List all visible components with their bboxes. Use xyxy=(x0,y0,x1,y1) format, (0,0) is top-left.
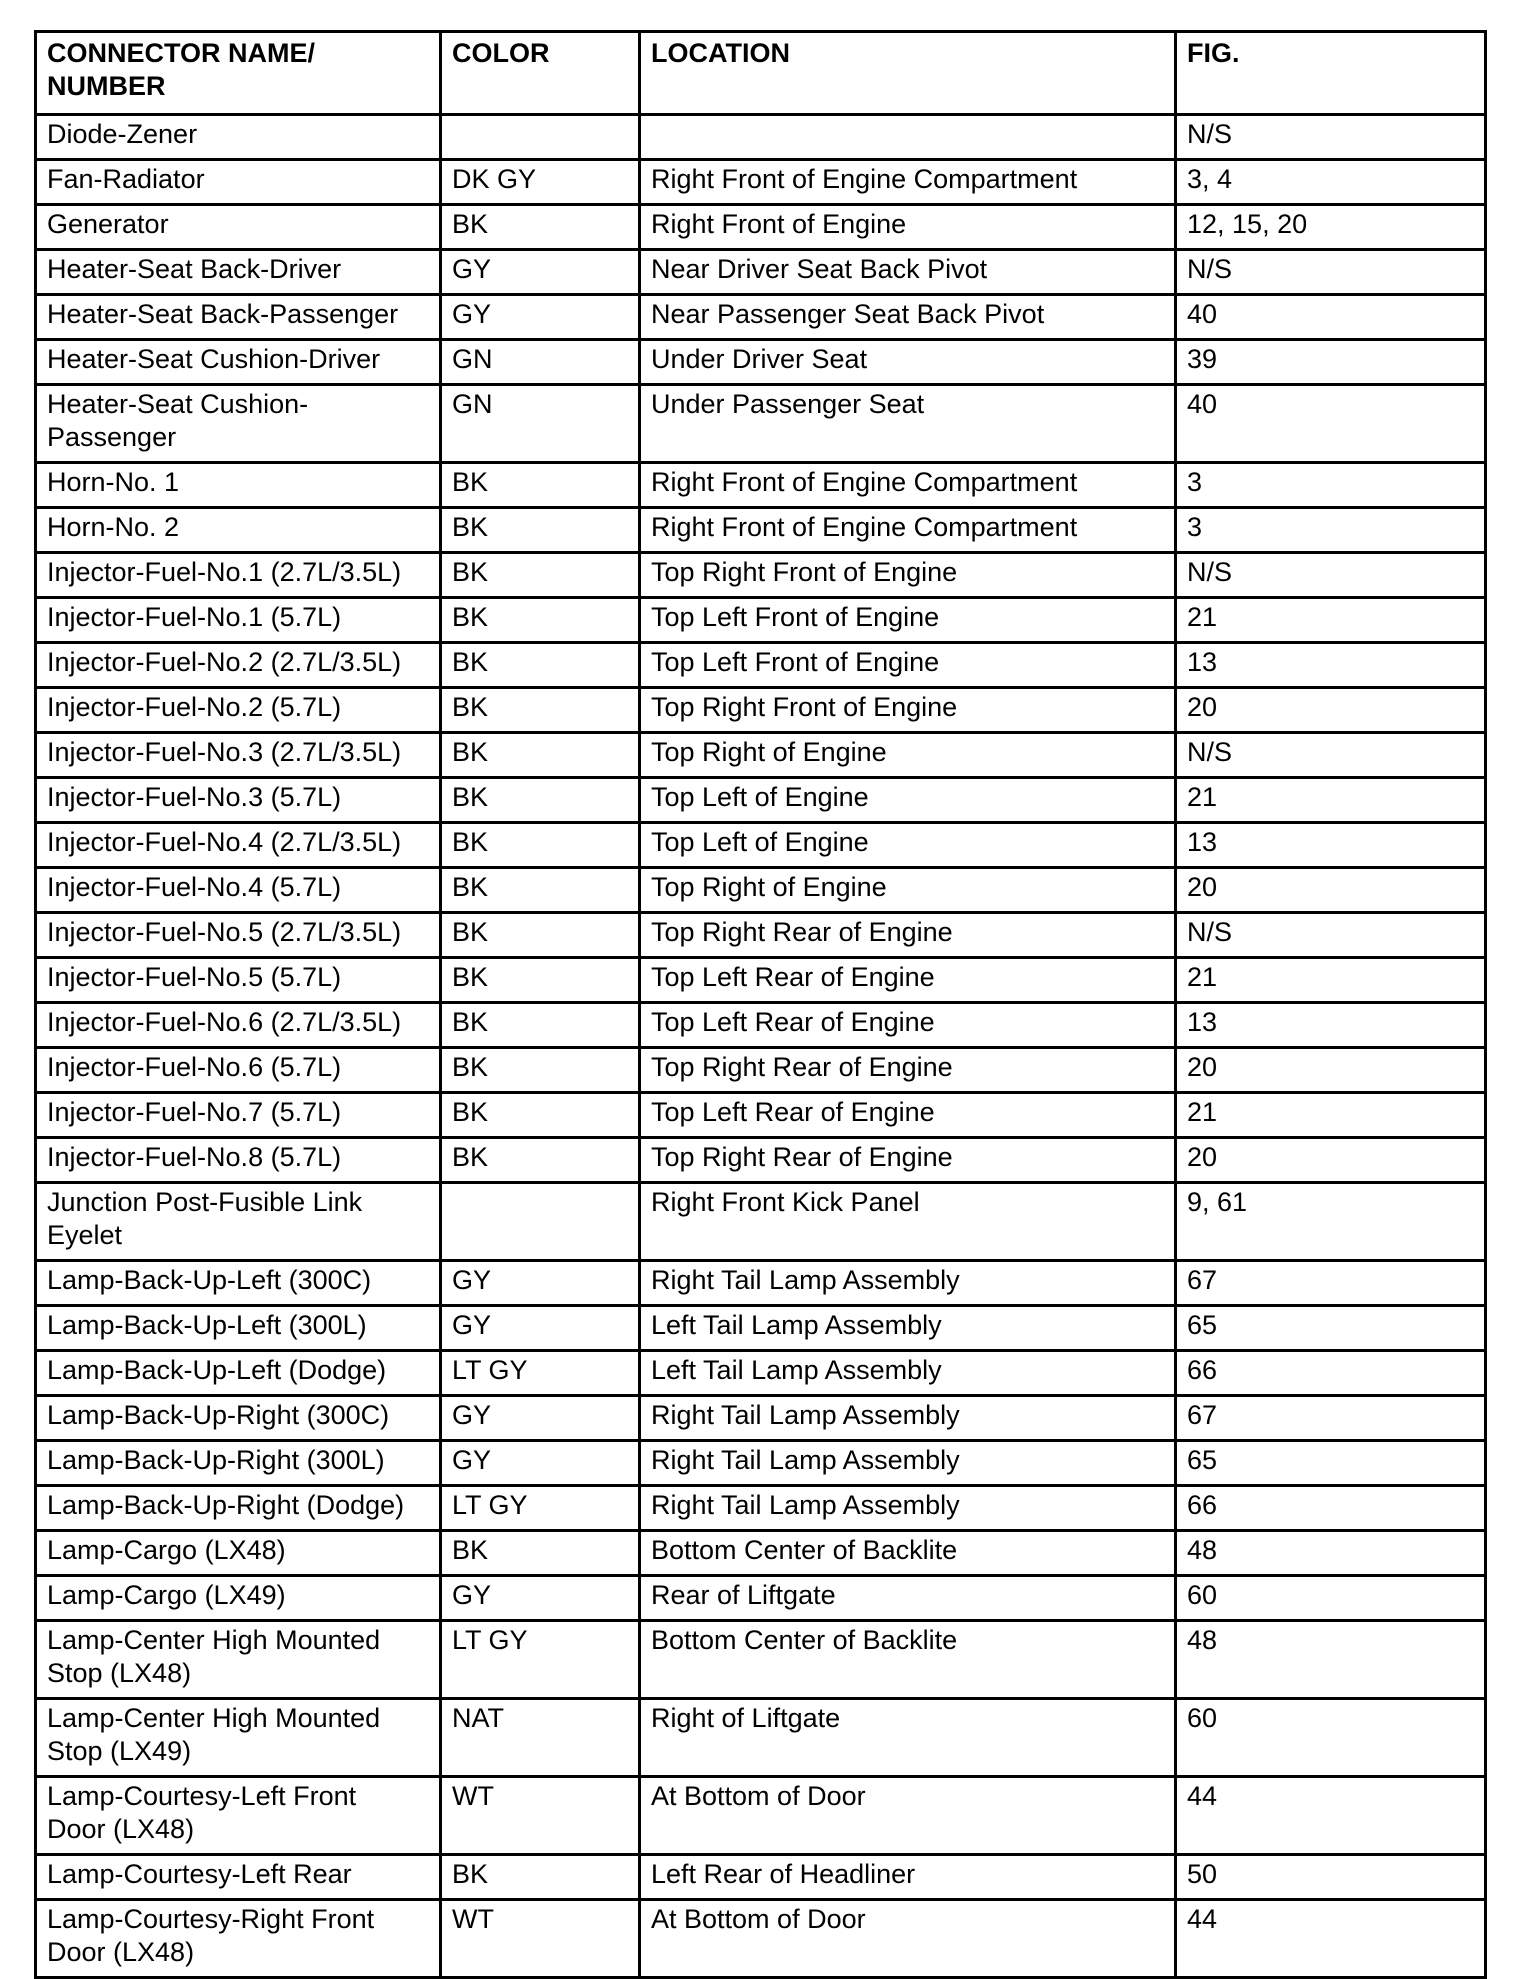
cell-location: Right Tail Lamp Assembly xyxy=(640,1441,1176,1486)
cell-location: Top Left Front of Engine xyxy=(640,643,1176,688)
table-row xyxy=(36,1183,1486,1261)
cell-color: BK xyxy=(441,868,640,913)
cell-connector-name: Injector-Fuel-No.3 (5.7L) xyxy=(36,778,441,823)
cell-connector-name: Injector-Fuel-No.6 (5.7L) xyxy=(36,1048,441,1093)
cell-connector-name: Lamp-Back-Up-Right (300L) xyxy=(36,1441,441,1486)
cell-color: BK xyxy=(441,958,640,1003)
table-row xyxy=(36,115,1486,160)
cell-fig: 3 xyxy=(1176,463,1486,508)
cell-location: Top Left Rear of Engine xyxy=(640,1003,1176,1048)
cell-connector-name: Lamp-Back-Up-Right (300C) xyxy=(36,1396,441,1441)
table-row xyxy=(36,205,1486,250)
table-row xyxy=(36,160,1486,205)
cell-fig: 3 xyxy=(1176,508,1486,553)
cell-color: BK xyxy=(441,1138,640,1183)
cell-fig: 66 xyxy=(1176,1351,1486,1396)
cell-fig: 44 xyxy=(1176,1777,1486,1855)
table-header xyxy=(36,32,1486,115)
table-row xyxy=(36,1138,1486,1183)
cell-location: Top Right Rear of Engine xyxy=(640,1138,1176,1183)
cell-color: GY xyxy=(441,1261,640,1306)
cell-fig: N/S xyxy=(1176,115,1486,160)
cell-fig: 20 xyxy=(1176,688,1486,733)
cell-location: At Bottom of Door xyxy=(640,1900,1176,1978)
cell-location: Top Right Rear of Engine xyxy=(640,1048,1176,1093)
table-row xyxy=(36,1396,1486,1441)
cell-color: DK GY xyxy=(441,160,640,205)
cell-fig: 48 xyxy=(1176,1531,1486,1576)
cell-connector-name: Injector-Fuel-No.1 (2.7L/3.5L) xyxy=(36,553,441,598)
cell-connector-name: Injector-Fuel-No.2 (5.7L) xyxy=(36,688,441,733)
cell-connector-name: Lamp-Center High Mounted Stop (LX49) xyxy=(36,1699,441,1777)
table-row xyxy=(36,1003,1486,1048)
cell-location: Top Right Rear of Engine xyxy=(640,913,1176,958)
cell-fig: 60 xyxy=(1176,1699,1486,1777)
cell-location: Top Left Rear of Engine xyxy=(640,1093,1176,1138)
cell-color: WT xyxy=(441,1900,640,1978)
cell-color: BK xyxy=(441,778,640,823)
cell-color: BK xyxy=(441,823,640,868)
cell-color: BK xyxy=(441,913,640,958)
cell-location: Right Tail Lamp Assembly xyxy=(640,1261,1176,1306)
cell-location: Top Left Rear of Engine xyxy=(640,958,1176,1003)
cell-location: Top Right of Engine xyxy=(640,868,1176,913)
table-row xyxy=(36,1855,1486,1900)
cell-color: LT GY xyxy=(441,1621,640,1699)
header-color: COLOR xyxy=(441,32,640,115)
table-row xyxy=(36,1621,1486,1699)
cell-location: At Bottom of Door xyxy=(640,1777,1176,1855)
table-row xyxy=(36,913,1486,958)
cell-location: Left Tail Lamp Assembly xyxy=(640,1306,1176,1351)
header-fig: FIG. xyxy=(1176,32,1486,115)
cell-location: Bottom Center of Backlite xyxy=(640,1621,1176,1699)
cell-connector-name: Generator xyxy=(36,205,441,250)
table-row xyxy=(36,1531,1486,1576)
cell-color: BK xyxy=(441,508,640,553)
table-row xyxy=(36,463,1486,508)
table-row xyxy=(36,643,1486,688)
cell-fig: 20 xyxy=(1176,1138,1486,1183)
table-row xyxy=(36,1351,1486,1396)
cell-connector-name: Heater-Seat Back-Passenger xyxy=(36,295,441,340)
cell-color: GY xyxy=(441,295,640,340)
cell-color: GY xyxy=(441,1306,640,1351)
cell-location: Right Front Kick Panel xyxy=(640,1183,1176,1261)
cell-connector-name: Injector-Fuel-No.5 (2.7L/3.5L) xyxy=(36,913,441,958)
cell-connector-name: Lamp-Cargo (LX49) xyxy=(36,1576,441,1621)
cell-fig: 13 xyxy=(1176,643,1486,688)
table-row xyxy=(36,1900,1486,1978)
cell-fig: N/S xyxy=(1176,553,1486,598)
cell-connector-name: Injector-Fuel-No.1 (5.7L) xyxy=(36,598,441,643)
cell-location: Top Right of Engine xyxy=(640,733,1176,778)
cell-connector-name: Injector-Fuel-No.3 (2.7L/3.5L) xyxy=(36,733,441,778)
cell-location: Near Passenger Seat Back Pivot xyxy=(640,295,1176,340)
cell-location: Right Front of Engine Compartment xyxy=(640,508,1176,553)
cell-color: BK xyxy=(441,598,640,643)
cell-location: Top Right Front of Engine xyxy=(640,688,1176,733)
header-location: LOCATION xyxy=(640,32,1176,115)
cell-fig: 65 xyxy=(1176,1441,1486,1486)
cell-fig: 48 xyxy=(1176,1621,1486,1699)
cell-color: BK xyxy=(441,463,640,508)
table-row xyxy=(36,1048,1486,1093)
cell-fig: N/S xyxy=(1176,250,1486,295)
cell-color: BK xyxy=(441,1003,640,1048)
cell-location: Left Tail Lamp Assembly xyxy=(640,1351,1176,1396)
cell-fig: 21 xyxy=(1176,598,1486,643)
cell-connector-name: Lamp-Back-Up-Right (Dodge) xyxy=(36,1486,441,1531)
cell-connector-name: Injector-Fuel-No.5 (5.7L) xyxy=(36,958,441,1003)
table-row xyxy=(36,958,1486,1003)
cell-fig: 66 xyxy=(1176,1486,1486,1531)
table-row xyxy=(36,1576,1486,1621)
cell-color: BK xyxy=(441,643,640,688)
cell-fig: N/S xyxy=(1176,733,1486,778)
cell-fig: 9, 61 xyxy=(1176,1183,1486,1261)
table-row xyxy=(36,868,1486,913)
cell-fig: 40 xyxy=(1176,295,1486,340)
cell-location: Right Front of Engine Compartment xyxy=(640,463,1176,508)
cell-location: Bottom Center of Backlite xyxy=(640,1531,1176,1576)
table-row xyxy=(36,598,1486,643)
cell-connector-name: Horn-No. 2 xyxy=(36,508,441,553)
cell-connector-name: Injector-Fuel-No.2 (2.7L/3.5L) xyxy=(36,643,441,688)
table-row xyxy=(36,1777,1486,1855)
cell-connector-name: Heater-Seat Cushion- Passenger xyxy=(36,385,441,463)
cell-fig: 65 xyxy=(1176,1306,1486,1351)
cell-connector-name: Injector-Fuel-No.4 (5.7L) xyxy=(36,868,441,913)
table-row xyxy=(36,1486,1486,1531)
cell-location: Near Driver Seat Back Pivot xyxy=(640,250,1176,295)
cell-connector-name: Horn-No. 1 xyxy=(36,463,441,508)
cell-location xyxy=(640,115,1176,160)
cell-color: NAT xyxy=(441,1699,640,1777)
cell-fig: 67 xyxy=(1176,1396,1486,1441)
cell-color: BK xyxy=(441,733,640,778)
cell-location: Right Tail Lamp Assembly xyxy=(640,1396,1176,1441)
cell-location: Top Left of Engine xyxy=(640,778,1176,823)
cell-fig: 20 xyxy=(1176,1048,1486,1093)
cell-color: GY xyxy=(441,1576,640,1621)
cell-connector-name: Junction Post-Fusible Link Eyelet xyxy=(36,1183,441,1261)
table-body xyxy=(36,115,1486,1978)
cell-fig: 50 xyxy=(1176,1855,1486,1900)
cell-connector-name: Heater-Seat Cushion-Driver xyxy=(36,340,441,385)
cell-fig: 44 xyxy=(1176,1900,1486,1978)
cell-color: BK xyxy=(441,1093,640,1138)
cell-fig: 21 xyxy=(1176,1093,1486,1138)
cell-location: Right of Liftgate xyxy=(640,1699,1176,1777)
cell-fig: 21 xyxy=(1176,958,1486,1003)
table-row xyxy=(36,1093,1486,1138)
cell-color xyxy=(441,1183,640,1261)
table-row xyxy=(36,1261,1486,1306)
cell-connector-name: Fan-Radiator xyxy=(36,160,441,205)
cell-location: Top Right Front of Engine xyxy=(640,553,1176,598)
cell-location: Right Front of Engine Compartment xyxy=(640,160,1176,205)
cell-fig: 20 xyxy=(1176,868,1486,913)
cell-connector-name: Lamp-Back-Up-Left (Dodge) xyxy=(36,1351,441,1396)
table-row xyxy=(36,508,1486,553)
cell-connector-name: Heater-Seat Back-Driver xyxy=(36,250,441,295)
cell-location: Rear of Liftgate xyxy=(640,1576,1176,1621)
cell-location: Top Left of Engine xyxy=(640,823,1176,868)
cell-connector-name: Lamp-Cargo (LX48) xyxy=(36,1531,441,1576)
cell-fig: 3, 4 xyxy=(1176,160,1486,205)
table-row xyxy=(36,295,1486,340)
cell-connector-name: Lamp-Center High Mounted Stop (LX48) xyxy=(36,1621,441,1699)
cell-color xyxy=(441,115,640,160)
cell-fig: 12, 15, 20 xyxy=(1176,205,1486,250)
cell-connector-name: Lamp-Back-Up-Left (300C) xyxy=(36,1261,441,1306)
cell-fig: 21 xyxy=(1176,778,1486,823)
header-connector-name: CONNECTOR NAME/ NUMBER xyxy=(36,32,441,115)
cell-location: Right Tail Lamp Assembly xyxy=(640,1486,1176,1531)
cell-fig: 40 xyxy=(1176,385,1486,463)
cell-connector-name: Lamp-Courtesy-Right Front Door (LX48) xyxy=(36,1900,441,1978)
cell-location: Under Passenger Seat xyxy=(640,385,1176,463)
cell-fig: 13 xyxy=(1176,1003,1486,1048)
cell-connector-name: Injector-Fuel-No.4 (2.7L/3.5L) xyxy=(36,823,441,868)
table-row xyxy=(36,385,1486,463)
cell-connector-name: Lamp-Courtesy-Left Rear xyxy=(36,1855,441,1900)
cell-fig: 13 xyxy=(1176,823,1486,868)
cell-color: BK xyxy=(441,553,640,598)
table-row xyxy=(36,1306,1486,1351)
cell-connector-name: Injector-Fuel-No.7 (5.7L) xyxy=(36,1093,441,1138)
cell-connector-name: Lamp-Back-Up-Left (300L) xyxy=(36,1306,441,1351)
cell-fig: 60 xyxy=(1176,1576,1486,1621)
cell-color: WT xyxy=(441,1777,640,1855)
cell-connector-name: Injector-Fuel-No.6 (2.7L/3.5L) xyxy=(36,1003,441,1048)
cell-color: GN xyxy=(441,340,640,385)
cell-color: GY xyxy=(441,250,640,295)
cell-color: GY xyxy=(441,1441,640,1486)
cell-fig: 39 xyxy=(1176,340,1486,385)
cell-location: Top Left Front of Engine xyxy=(640,598,1176,643)
cell-connector-name: Diode-Zener xyxy=(36,115,441,160)
header-row xyxy=(36,32,1486,115)
cell-color: BK xyxy=(441,688,640,733)
cell-color: BK xyxy=(441,1531,640,1576)
table-row xyxy=(36,340,1486,385)
table-row xyxy=(36,823,1486,868)
cell-fig: 67 xyxy=(1176,1261,1486,1306)
cell-color: LT GY xyxy=(441,1351,640,1396)
cell-color: GY xyxy=(441,1396,640,1441)
cell-color: LT GY xyxy=(441,1486,640,1531)
table-row xyxy=(36,778,1486,823)
cell-location: Right Front of Engine xyxy=(640,205,1176,250)
table-row xyxy=(36,250,1486,295)
cell-connector-name: Injector-Fuel-No.8 (5.7L) xyxy=(36,1138,441,1183)
cell-color: BK xyxy=(441,205,640,250)
cell-color: BK xyxy=(441,1048,640,1093)
cell-color: GN xyxy=(441,385,640,463)
cell-location: Under Driver Seat xyxy=(640,340,1176,385)
table-row xyxy=(36,733,1486,778)
table-row xyxy=(36,1699,1486,1777)
table-row xyxy=(36,688,1486,733)
cell-color: BK xyxy=(441,1855,640,1900)
cell-fig: N/S xyxy=(1176,913,1486,958)
connector-table xyxy=(34,30,1487,1979)
table-row xyxy=(36,553,1486,598)
cell-connector-name: Lamp-Courtesy-Left Front Door (LX48) xyxy=(36,1777,441,1855)
cell-location: Left Rear of Headliner xyxy=(640,1855,1176,1900)
table-row xyxy=(36,1441,1486,1486)
